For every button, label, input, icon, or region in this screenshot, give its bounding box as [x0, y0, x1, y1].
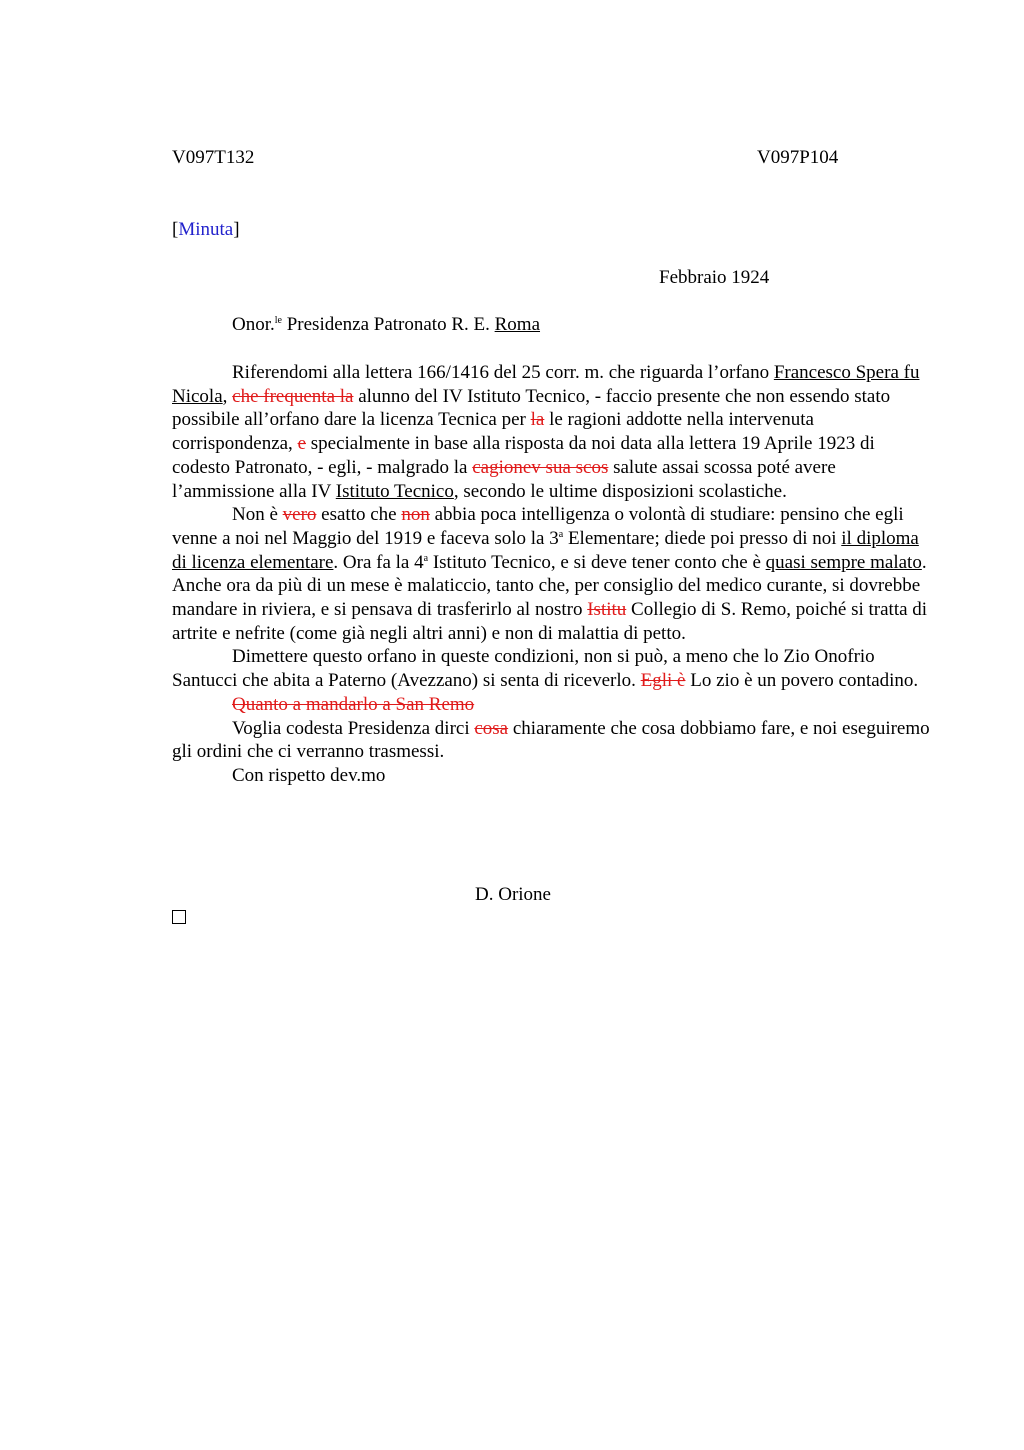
paragraph-1: Riferendomi alla lettera 166/1416 del 25 corr. m. che riguarda l’orfano Francesco Spera fu Nicola, che frequenta la alunno del IV Istituto Tecnico, - faccio presente che non essendo stato possibile all’orfano dare la licenza Tecnica per la le ragioni addotte nella intervenuta corrispondenza, e specialmente in base alla risposta da noi data alla lettera 19 Aprile 1923 di codesto Patronato, - egli, - malgrado la cagionev sua scos salute assai scossa poté avere l’ammissione alla IV Istituto Tecnico, secondo le ultime disposizioni scolastiche.	[172, 362, 920, 502]
deleted-text: Istitu	[587, 599, 627, 621]
deleted-text: non	[401, 504, 430, 526]
draft-label-text: Minuta	[178, 219, 234, 240]
underlined-text: il diploma di licenza elementare	[172, 527, 919, 573]
recipient-city: Roma	[494, 314, 541, 335]
letter-date: Febbraio 1924	[659, 267, 770, 288]
deleted-text: la	[530, 409, 545, 431]
paragraph-4	[172, 693, 932, 717]
paragraph-3: Dimettere questo orfano in queste condizioni, non si può, a meno che lo Zio Onofrio Santucci che abita a Paterno (Avezzano) si senta di riceverlo. Egli è Lo zio è un povero contadino.	[172, 646, 919, 692]
draft-label: [Minuta]	[172, 219, 240, 240]
paragraph-2: Non è vero esatto che non abbia poca intelligenza o volontà di studiare: pensino che egli venne a noi nel Maggio del 1919 e faceva solo la 3$^a$ Elementare; diede poi presso di noi il diploma di licenza elementare. Ora fa la 4$^a$ Istituto Tecnico, e si deve tener conto che è quasi sempre malato. Anche ora da più di un mese è malaticcio, tanto che, per consiglio del medico curante, si dovrebbe mandare in riviera, e si pensava di trasferirlo al nostro Istitu Collegio di S. Remo, poiché si tratta di artrite e nefrite (come già negli altri anni) e non di malattia di petto.	[172, 504, 928, 644]
paragraph-5: Voglia codesta Presidenza dirci cosa chiaramente che cosa dobbiamo fare, e noi eseguiremo gli ordini che ci verranno trasmessi.	[172, 717, 930, 763]
signature: D. Orione	[475, 884, 551, 905]
letter-body	[172, 361, 932, 788]
document-code-left: V097T132	[172, 147, 255, 168]
deleted-text: e	[297, 433, 306, 455]
orphan-name: Francesco Spera fu Nicola	[172, 362, 920, 407]
end-of-document-box-icon	[172, 910, 186, 924]
document-code-right: V097P104	[757, 147, 839, 168]
deleted-text: Egli è	[640, 670, 686, 692]
underlined-text: quasi sempre malato	[765, 551, 922, 573]
underlined-text: Istituto Tecnico	[335, 480, 454, 502]
deleted-text: che frequenta la	[232, 385, 354, 407]
deleted-text: vero	[282, 504, 317, 526]
deleted-text: Quanto a mandarlo a San Remo	[232, 693, 475, 715]
recipient-address: Onor.$^{le}$ Presidenza Patronato R. E. Roma	[232, 314, 541, 335]
deleted-text: cosa	[474, 717, 509, 739]
deleted-text: cagionev sua scos	[472, 456, 609, 478]
closing-line: Con rispetto dev.mo	[232, 764, 386, 786]
